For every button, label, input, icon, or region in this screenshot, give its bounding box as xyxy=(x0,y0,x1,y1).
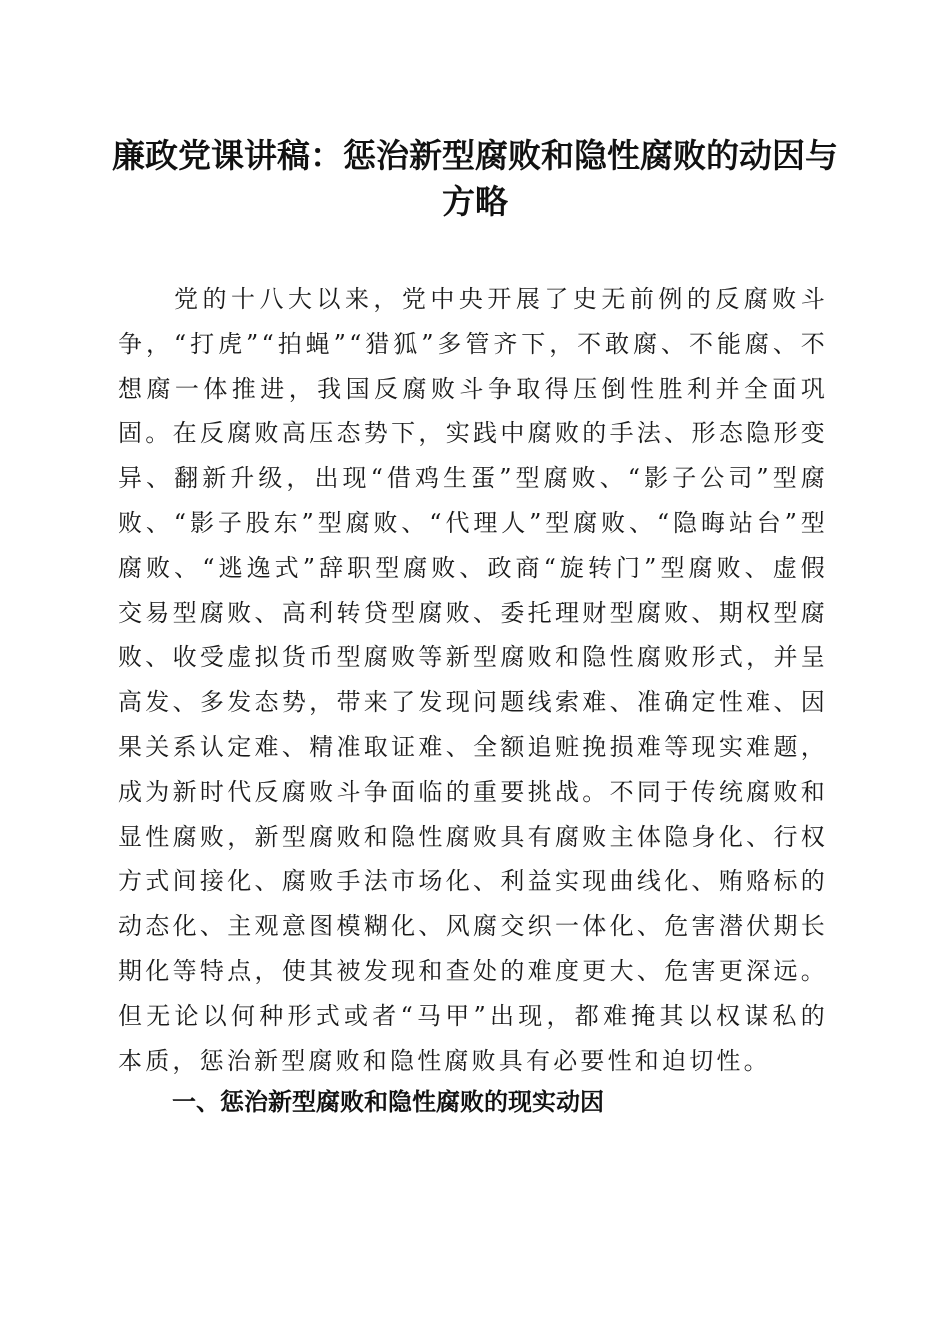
section-heading: 一、惩治新型腐败和隐性腐败的现实动因 xyxy=(172,1088,604,1116)
document-title: 廉政党课讲稿：惩治新型腐败和隐性腐败的动因与方略 xyxy=(112,136,838,221)
body-paragraph: 党的十八大以来，党中央开展了史无前例的反腐败斗争，“打虎”“拍蝇”“猎狐”多管齐下，不敢腐、不能腐、不想腐一体推进，我国反腐败斗争取得压倒性胜利并全面巩固。在反腐败高压态势下，实践中腐败的手法、形态隐形变异、翻新升级，出现“借鸡生蛋”型腐败、“影子公司”型腐败、“影子股东”型腐败、“代理人”型腐败、“隐晦站台”型腐败、“逃逸式”辞职型腐败、政商“旋转门”型腐败、虚假交易型腐败、高利转贷型腐败、委托理财型腐败、期权型腐败、收受虚拟货币型腐败等新型腐败和隐性腐败形式，并呈高发、多发态势，带来了发现问题线索难、准确定性难、因果关系认定难、精准取证难、全额追赃挽损难等现实难题，成为新时代反腐败斗争面临的重要挑战。不同于传统腐败和显性腐败，新型腐败和隐性腐败具有腐败主体隐身化、行权方式间接化、腐败手法市场化、利益实现曲线化、贿赂标的动态化、主观意图模糊化、风腐交织一体化、危害潜伏期长期化等特点，使其被发现和查处的难度更大、危害更深远。但无论以何种形式或者“马甲”出现，都难掩其以权谋私的本质，惩治新型腐败和隐性腐败具有必要性和迫切性。 xyxy=(118,285,828,1075)
